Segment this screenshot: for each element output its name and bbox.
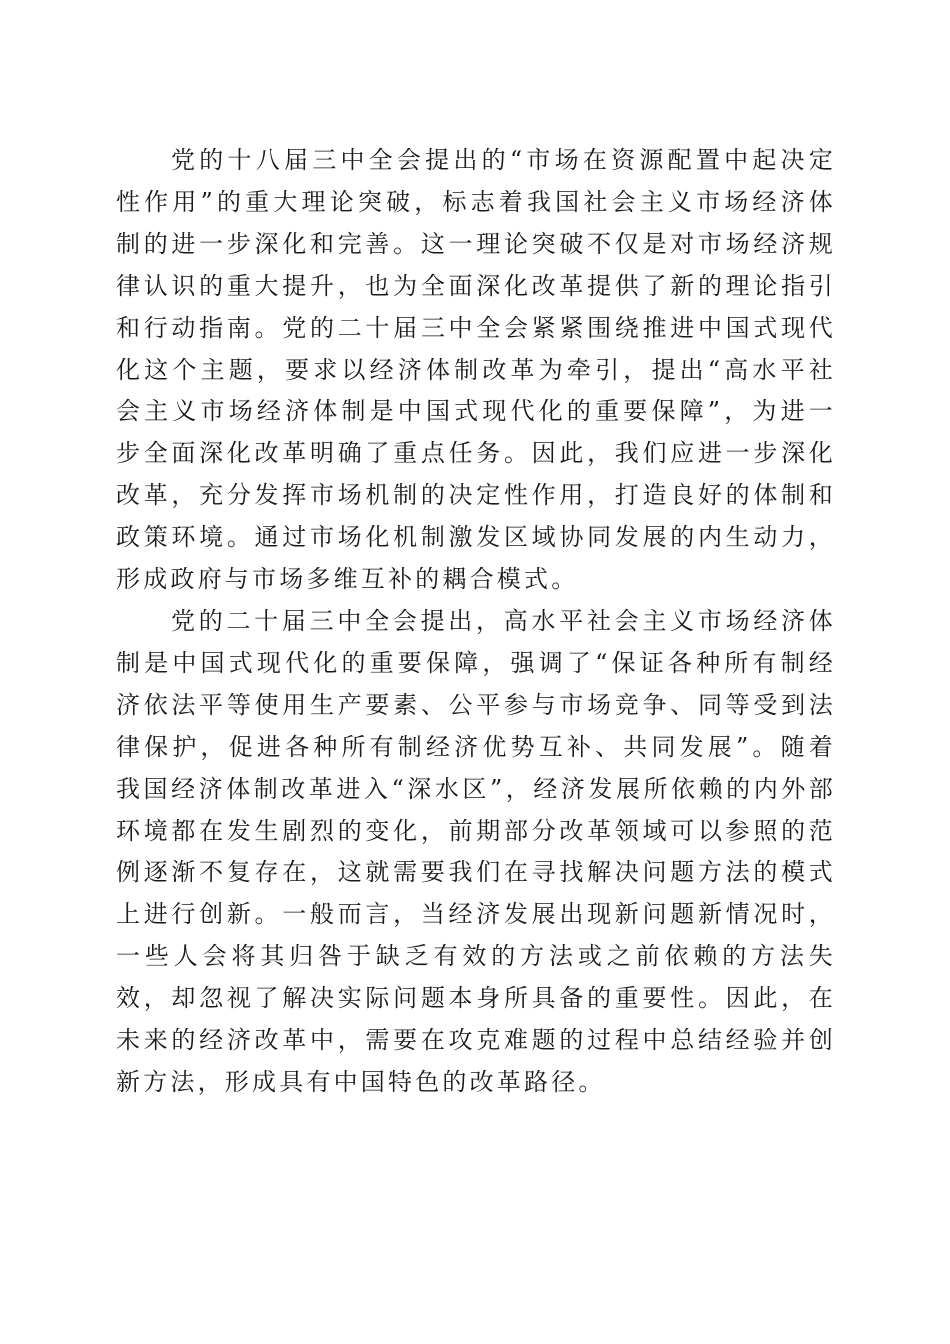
document-body	[116, 140, 836, 1104]
paragraph-2: 党的二十届三中全会提出，高水平社会主义市场经济体制是中国式现代化的重要保障，强调了“保证各种所有制经济依法平等使用生产要素、公平参与市场竞争、同等受到法律保护，促进各种所有制经济优势互补、共同发展”。随着我国经济体制改革进入“深水区”，经济发展所依赖的内外部环境都在发生剧烈的变化，前期部分改革领域可以参照的范例逐渐不复存在，这就需要我们在寻找解决问题方法的模式上进行创新。一般而言，当经济发展出现新问题新情况时，一些人会将其归咎于缺乏有效的方法或之前依赖的方法失效，却忽视了解决实际问题本身所具备的重要性。因此，在未来的经济改革中，需要在攻克难题的过程中总结经验并创新方法，形成具有中国特色的改革路径。	[116, 606, 836, 1096]
paragraph-1: 党的十八届三中全会提出的“市场在资源配置中起决定性作用”的重大理论突破，标志着我国社会主义市场经济体制的进一步深化和完善。这一理论突破不仅是对市场经济规律认识的重大提升，也为全面深化改革提供了新的理论指引和行动指南。党的二十届三中全会紧紧围绕推进中国式现代化这个主题，要求以经济体制改革为牵引，提出“高水平社会主义市场经济体制是中国式现代化的重要保障”，为进一步全面深化改革明确了重点任务。因此，我们应进一步深化改革，充分发挥市场机制的决定性作用，打造良好的体制和政策环境。通过市场化机制激发区域协同发展的内生动力，形成政府与市场多维互补的耦合模式。	[116, 146, 836, 594]
